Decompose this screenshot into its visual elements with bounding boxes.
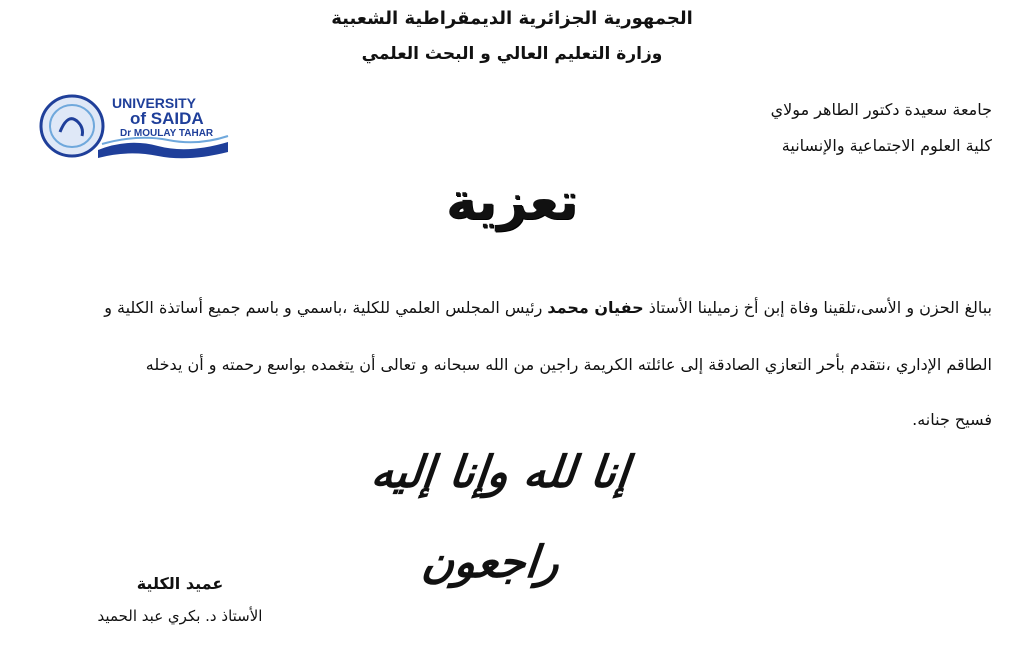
- republic-header: الجمهورية الجزائرية الديمقراطية الشعبية: [331, 8, 693, 29]
- logo-line-university: UNIVERSITY: [112, 95, 197, 111]
- body-line-1-end: رئيس المجلس العلمي للكلية ،باسمي و باسم جميع أساتذة الكلية و: [104, 298, 543, 317]
- university-name: جامعة سعيدة دكتور الطاهر مولاي: [770, 100, 992, 119]
- ministry-header: وزارة التعليم العالي و البحث العلمي: [361, 44, 663, 64]
- body-line-2: الطاقم الإداري ،نتقدم بأحر التعازي الصادقة إلى عائلته الكريمة راجين من الله سبحانه و تعالى أن يتغمده بواسع رحمته و أن يدخله: [145, 355, 992, 374]
- logo-line-saida: of SAIDA: [130, 109, 204, 128]
- dean-title: عميد الكلية: [136, 574, 224, 593]
- university-logo: [38, 92, 234, 162]
- condolence-title: تعزية: [445, 172, 579, 232]
- quran-verse-calligraphy: إنا لله وإنا إليه راجعون: [368, 447, 632, 588]
- university-logo-graphic: [38, 92, 234, 162]
- dean-name: الأستاذ د. بكري عبد الحميد: [97, 607, 263, 625]
- colleague-name: حفيان محمد: [547, 298, 644, 317]
- logo-line-moulay-tahar: Dr MOULAY TAHAR: [120, 128, 214, 139]
- body-line-3: فسيح جنانه.: [912, 410, 992, 429]
- body-line-1: [104, 298, 992, 317]
- faculty-name: كلية العلوم الاجتماعية والإنسانية: [781, 136, 992, 155]
- body-line-1-start: ببالغ الحزن و الأسى،تلقينا وفاة إبن أخ زميلينا الأستاذ: [648, 298, 992, 317]
